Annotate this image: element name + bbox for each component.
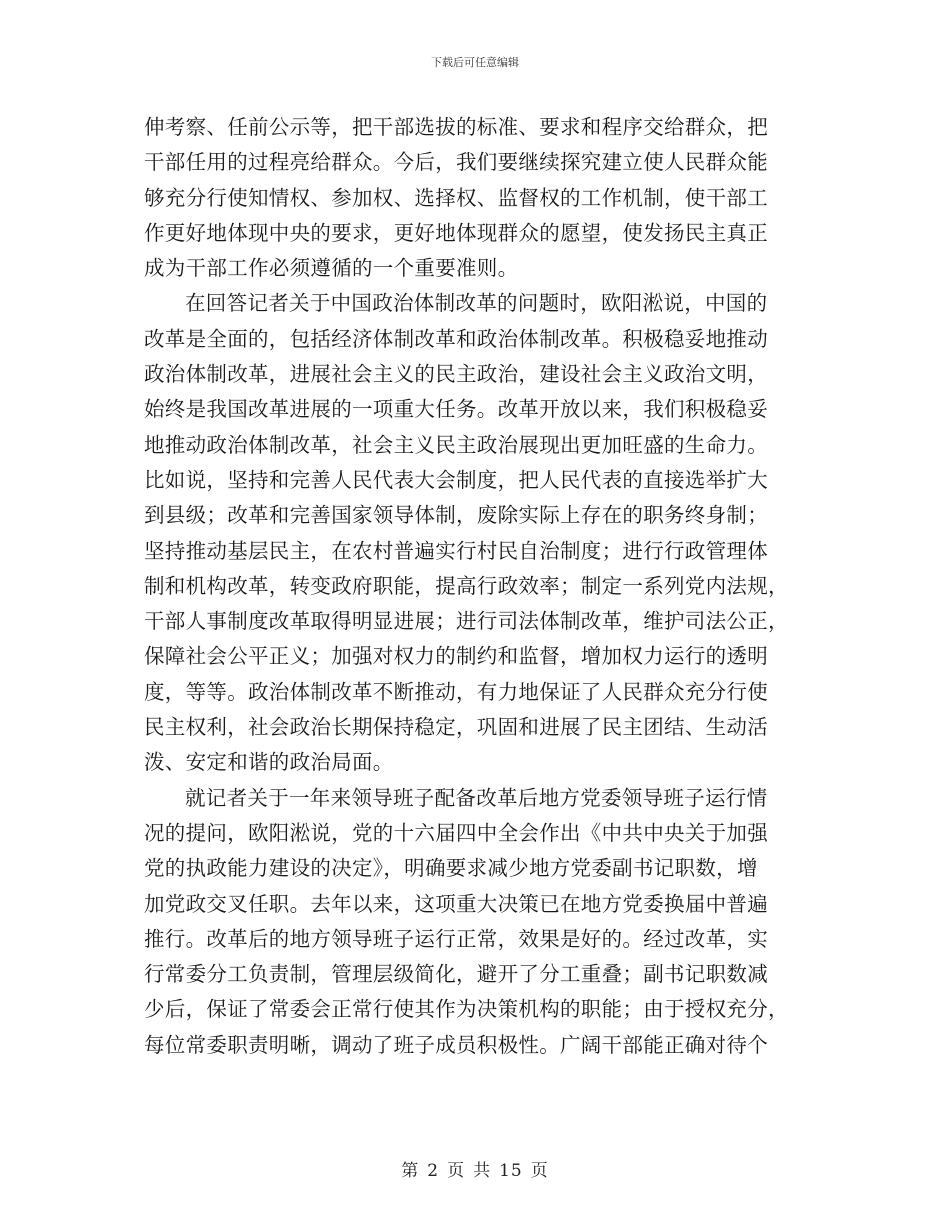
text-line: 行常委分工负责制，管理层级简化，避开了分工重叠；副书记职数减 — [144, 962, 768, 987]
text-line: 制和机构改革，转变政府职能，提高行政效率；制定一系列党内法规， — [144, 573, 789, 598]
header-text: 下载后可任意编辑 — [431, 56, 519, 69]
text-line: 泼、安定和谐的政治局面。 — [144, 750, 394, 775]
text-line: 干部人事制度改革取得明显进展；进行司法体制改革，维护司法公正， — [144, 609, 789, 634]
document-body — [144, 110, 799, 1063]
text-line: 作更好地体现中央的要求，更好地体现群众的愿望，使发扬民主真正 — [144, 220, 768, 245]
text-line: 始终是我国改革进展的一项重大任务。改革开放以来，我们积极稳妥 — [144, 397, 768, 422]
text-line: 够充分行使知情权、参加权、选择权、监督权的工作机制，使干部工 — [144, 185, 768, 210]
text-line: 保障社会公平正义；加强对权力的制约和监督，增加权力运行的透明 — [144, 644, 768, 669]
text-line: 成为干部工作必须遵循的一个重要准则。 — [144, 256, 519, 281]
text-line: 坚持推动基层民主，在农村普遍实行村民自治制度；进行行政管理体 — [144, 538, 768, 563]
text-line: 改革是全面的，包括经济体制改革和政治体制改革。积极稳妥地推动 — [144, 326, 768, 351]
footer-suffix: 页 — [530, 1161, 549, 1181]
footer-total-word: 共 — [473, 1161, 492, 1181]
text-line: 度，等等。政治体制改革不断推动，有力地保证了人民群众充分行使 — [144, 679, 768, 704]
text-line: 民主权利，社会政治长期保持稳定，巩固和进展了民主团结、生动活 — [144, 715, 768, 740]
text-line: 伸考察、任前公示等，把干部选拔的标准、要求和程序交给群众，把 — [144, 115, 768, 139]
text-line: 加党政交叉任职。去年以来，这项重大决策已在地方党委换届中普遍 — [144, 891, 768, 916]
text-line: 政治体制改革，进展社会主义的民主政治，建设社会主义政治文明， — [144, 362, 768, 387]
text-line: 地推动政治体制改革，社会主义民主政治展现出更加旺盛的生命力。 — [144, 432, 768, 457]
text-line: 在回答记者关于中国政治体制改革的问题时，欧阳淞说，中国的 — [185, 291, 768, 316]
text-line: 就记者关于一年来领导班子配备改革后地方党委领导班子运行情 — [185, 785, 768, 810]
text-line: 况的提问，欧阳淞说，党的十六届四中全会作出《中共中央关于加强 — [144, 820, 768, 845]
footer-total-pages: 15 — [499, 1161, 523, 1181]
page-footer — [0, 1156, 950, 1181]
text-line: 每位常委职责明晰，调动了班子成员积极性。广阔干部能正确对待个 — [144, 1032, 768, 1057]
text-line: 到县级；改革和完善国家领导体制，废除实际上存在的职务终身制； — [144, 503, 768, 528]
text-line: 干部任用的过程亮给群众。今后，我们要继续探究建立使人民群众能 — [144, 150, 768, 175]
footer-page-word: 页 — [447, 1161, 466, 1181]
text-line: 少后，保证了常委会正常行使其作为决策机构的职能；由于授权充分， — [144, 997, 789, 1022]
footer-page-number: 2 — [427, 1161, 440, 1181]
text-line: 党的执政能力建设的决定》，明确要求减少地方党委副书记职数，增 — [144, 856, 758, 881]
text-line: 比如说，坚持和完善人民代表大会制度，把人民代表的直接选举扩大 — [144, 467, 768, 492]
page-header — [0, 54, 950, 70]
footer-prefix: 第 — [401, 1161, 420, 1181]
text-line: 推行。改革后的地方领导班子运行正常，效果是好的。经过改革，实 — [144, 926, 768, 951]
